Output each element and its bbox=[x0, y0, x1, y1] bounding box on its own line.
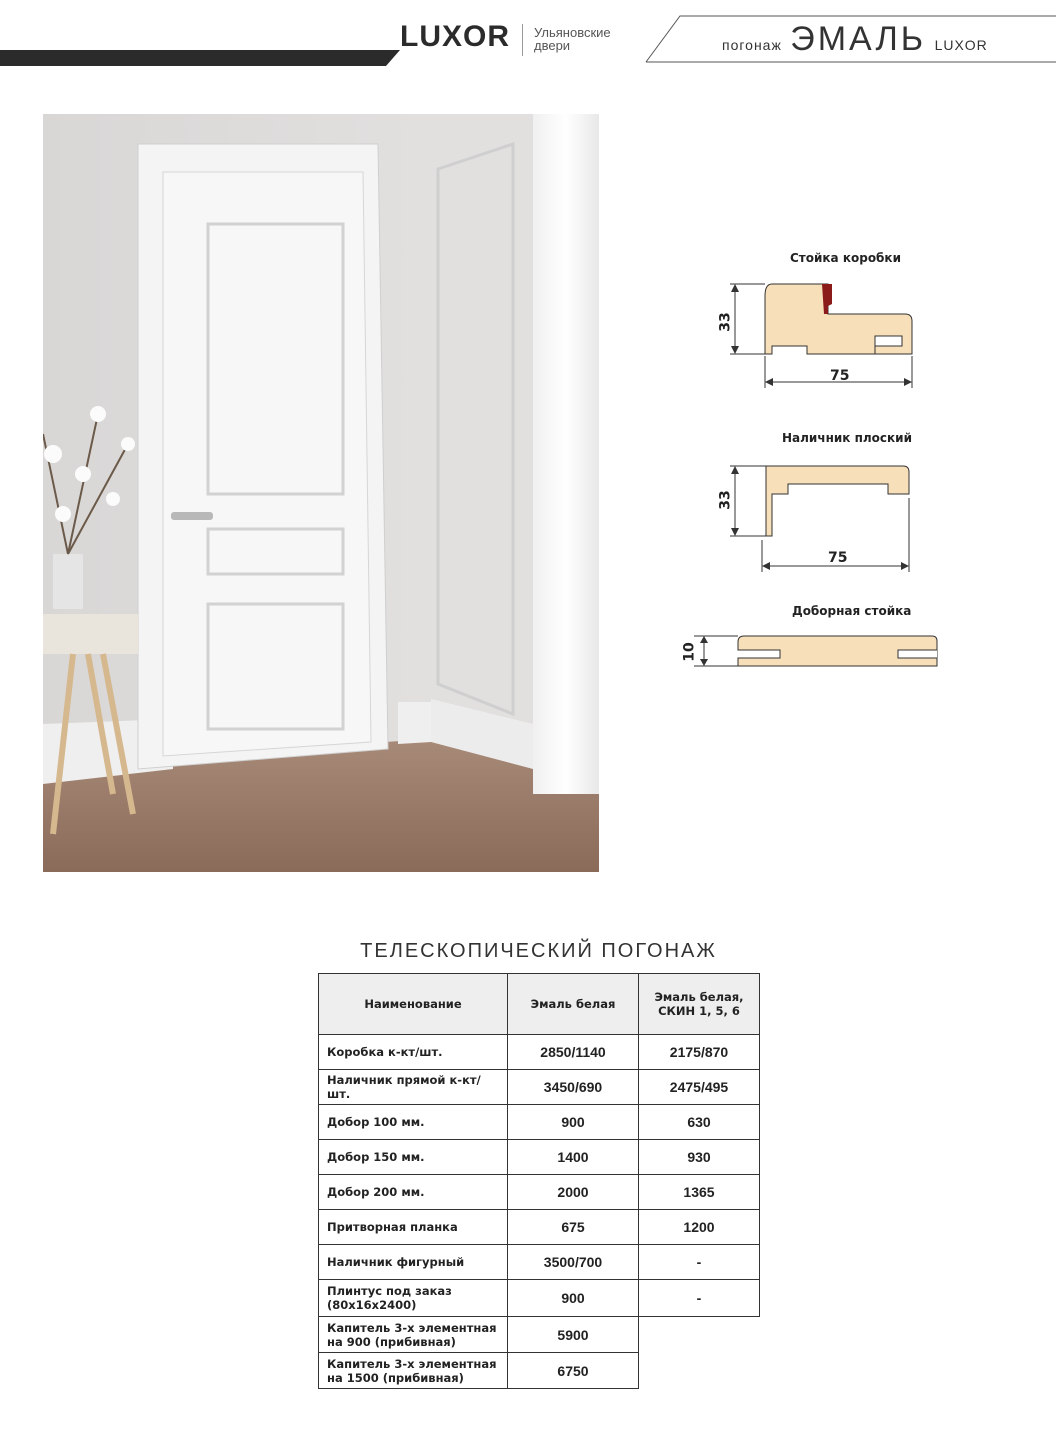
row-value-2: 930 bbox=[639, 1140, 760, 1175]
row-value-2: - bbox=[639, 1280, 760, 1317]
header-enamel-skin: Эмаль белая, СКИН 1, 5, 6 bbox=[639, 974, 760, 1035]
row-value-1: 900 bbox=[508, 1280, 639, 1317]
profile-width-label: 75 bbox=[830, 368, 850, 384]
brand-subtitle: Ульяновские двери bbox=[534, 25, 611, 53]
row-name: Наличник прямой к-кт/шт. bbox=[319, 1070, 508, 1105]
row-value-1: 5900 bbox=[508, 1317, 639, 1353]
table-row bbox=[319, 1175, 760, 1210]
title-prefix: погонаж bbox=[722, 37, 782, 53]
row-name: Наличник фигурный bbox=[319, 1245, 508, 1280]
table-row bbox=[319, 1070, 760, 1105]
table-row bbox=[319, 1280, 760, 1317]
table-row bbox=[319, 1317, 760, 1353]
row-value-1: 900 bbox=[508, 1105, 639, 1140]
row-value-2: 2475/495 bbox=[639, 1070, 760, 1105]
row-value-1: 1400 bbox=[508, 1140, 639, 1175]
header-name: Наименование bbox=[319, 974, 508, 1035]
row-value-1: 3450/690 bbox=[508, 1070, 639, 1105]
profile-height-label: 10 bbox=[681, 642, 698, 662]
price-table bbox=[318, 973, 760, 1389]
table-row bbox=[319, 1035, 760, 1070]
row-value-1: 2850/1140 bbox=[508, 1035, 639, 1070]
page-title bbox=[722, 20, 988, 59]
header-enamel-white: Эмаль белая bbox=[508, 974, 639, 1035]
brand-logo: LUXOR bbox=[400, 20, 510, 53]
profile-height-label: 33 bbox=[717, 490, 734, 510]
door-interior-photo bbox=[43, 114, 599, 872]
profile-width-label: 75 bbox=[828, 550, 848, 566]
row-value-1: 3500/700 bbox=[508, 1245, 639, 1280]
row-name: Капитель 3-х элементная на 900 (прибивная) bbox=[319, 1317, 508, 1353]
frame-profile-drawing bbox=[710, 276, 930, 396]
table-row bbox=[319, 1210, 760, 1245]
row-value-2: 630 bbox=[639, 1105, 760, 1140]
extension-profile-drawing bbox=[690, 630, 950, 680]
row-name: Капитель 3-х элементная на 1500 (прибивная) bbox=[319, 1353, 508, 1389]
profile-label: Наличник плоский bbox=[782, 431, 912, 445]
table-row bbox=[319, 1105, 760, 1140]
row-value-1: 2000 bbox=[508, 1175, 639, 1210]
title-main: ЭМАЛЬ bbox=[790, 20, 927, 58]
table-row bbox=[319, 1140, 760, 1175]
row-name: Добор 150 мм. bbox=[319, 1140, 508, 1175]
row-value-1: 6750 bbox=[508, 1353, 639, 1389]
row-name: Притворная планка bbox=[319, 1210, 508, 1245]
row-value-2: 1200 bbox=[639, 1210, 760, 1245]
row-name: Добор 200 мм. bbox=[319, 1175, 508, 1210]
title-suffix: LUXOR bbox=[934, 37, 988, 53]
table-header-row bbox=[319, 974, 760, 1035]
profile-label: Доборная стойка bbox=[792, 604, 912, 618]
row-name: Коробка к-кт/шт. bbox=[319, 1035, 508, 1070]
table-row bbox=[319, 1353, 760, 1389]
profile-height-label: 33 bbox=[717, 312, 734, 332]
profile-label: Стойка коробки bbox=[790, 251, 901, 265]
row-value-2 bbox=[639, 1317, 760, 1353]
brand-divider bbox=[522, 24, 523, 56]
row-value-2: 2175/870 bbox=[639, 1035, 760, 1070]
row-name: Добор 100 мм. bbox=[319, 1105, 508, 1140]
table-title: ТЕЛЕСКОПИЧЕСКИЙ ПОГОНАЖ bbox=[360, 940, 717, 962]
table-row bbox=[319, 1245, 760, 1280]
casing-profile-drawing bbox=[710, 460, 930, 580]
row-name: Плинтус под заказ (80х16х2400) bbox=[319, 1280, 508, 1317]
row-value-2: - bbox=[639, 1245, 760, 1280]
row-value-1: 675 bbox=[508, 1210, 639, 1245]
row-value-2 bbox=[639, 1353, 760, 1389]
row-value-2: 1365 bbox=[639, 1175, 760, 1210]
